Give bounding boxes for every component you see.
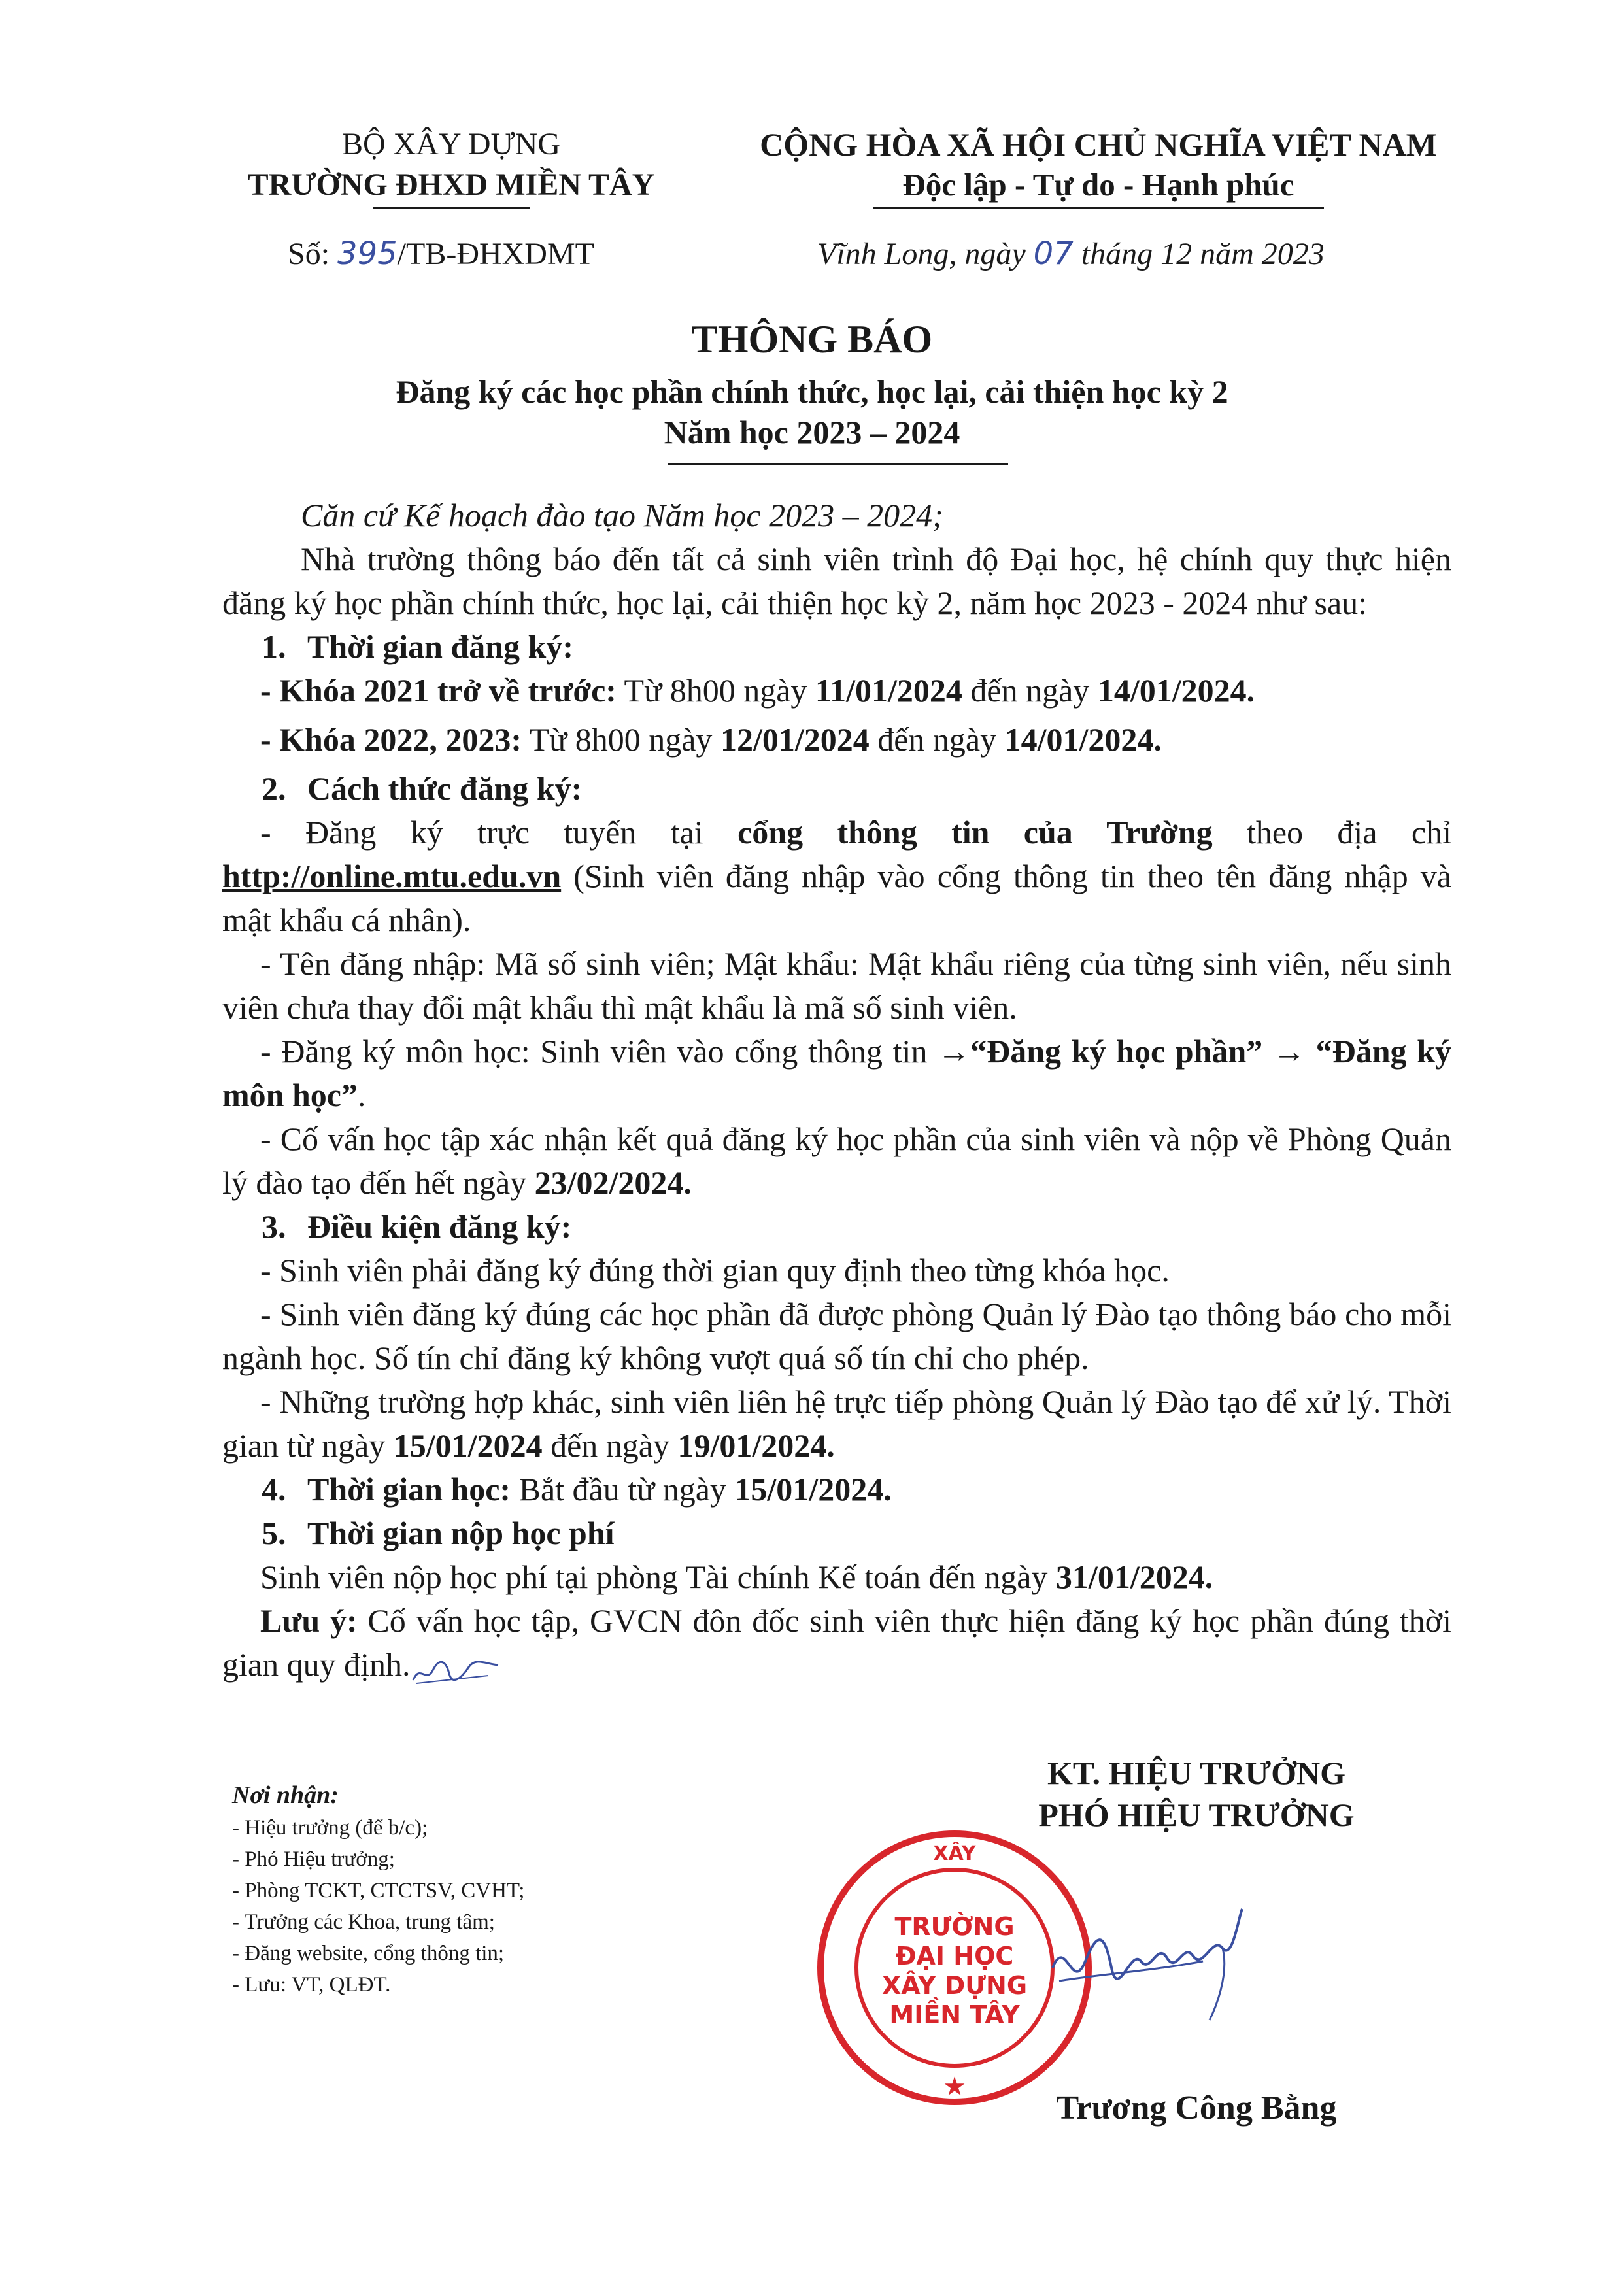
national-motto: Độc lập - Tự do - Hạnh phúc	[902, 167, 1294, 203]
recipient-item: - Phó Hiệu trưởng;	[232, 1847, 395, 1871]
issuer-underline	[373, 207, 530, 209]
date-day-handwritten: 07	[1033, 235, 1074, 272]
school-name: TRƯỜNG ĐHXD MIỀN TÂY	[247, 167, 655, 202]
document-subtitle: Đăng ký các học phần chính thức, học lại, cải thiện học kỳ 2	[396, 373, 1228, 410]
document-date	[817, 235, 1325, 272]
academic-year: Năm học 2023 – 2024	[664, 414, 960, 450]
basis-paragraph: Căn cứ Kế hoạch đào tạo Năm học 2023 – 2024;	[301, 497, 943, 533]
document-title: THÔNG BÁO	[691, 318, 933, 361]
section-3-item-b: - Sinh viên đăng ký đúng các học phần đã được phòng Quản lý Đào tạo thông báo cho mỗi ngành học. Số tín chỉ đăng ký không vượt quá số tín chỉ cho phép.	[222, 1296, 1451, 1376]
section-1-item-b: - Khóa 2022, 2023: Từ 8h00 ngày 12/01/2024 đến ngày 14/01/2024.	[260, 721, 1162, 758]
recipients-heading: Nơi nhận:	[232, 1781, 339, 1809]
section-1-heading: 1. Thời gian đăng ký:	[262, 628, 574, 665]
intro-paragraph: Nhà trường thông báo đến tất cả sinh viên trình độ Đại học, hệ chính quy thực hiện đăng ký học phần chính thức, học lại, cải thiện học kỳ 2, năm học 2023 - 2024 như sau:	[222, 541, 1451, 621]
recipient-item: - Hiệu trưởng (để b/c);	[232, 1816, 428, 1840]
motto-underline	[873, 207, 1324, 209]
section-2-item-c: - Đăng ký môn học: Sinh viên vào cổng thông tin →“Đăng ký học phần” → “Đăng ký môn học”.	[222, 1033, 1451, 1113]
section-2-item-d: - Cố vấn học tập xác nhận kết quả đăng ký học phần của sinh viên và nộp về Phòng Quản lý đào tạo đến hết ngày 23/02/2024.	[222, 1121, 1451, 1201]
date-prefix: Vĩnh Long, ngày	[817, 237, 1034, 271]
svg-text:XÂY DỰNG: XÂY DỰNG	[881, 1971, 1028, 2000]
note-paragraph: Lưu ý: Cố vấn học tập, GVCN đôn đốc sinh viên thực hiện đăng ký học phần đúng thời gian quy định.	[222, 1599, 1451, 1687]
recipient-item: - Phòng TCKT, CTCTSV, CVHT;	[232, 1879, 525, 1902]
date-suffix: tháng 12 năm 2023	[1073, 237, 1325, 271]
country-name: CỘNG HÒA XÃ HỘI CHỦ NGHĨA VIỆT NAM	[760, 126, 1437, 163]
section-2-item-a: - Đăng ký trực tuyến tại cổng thông tin của Trường theo địa chỉ http://online.mtu.edu.vn (Sinh viên đăng nhập vào cổng thông tin theo tên đăng nhập và mật khẩu cá nhân).	[222, 814, 1451, 938]
section-3-item-c: - Những trường hợp khác, sinh viên liên hệ trực tiếp phòng Quản lý Đào tạo để xử lý. Thời gian từ ngày 15/01/2024 đến ngày 19/01/2024.	[222, 1383, 1451, 1464]
svg-text:MIỀN TÂY: MIỀN TÂY	[889, 2000, 1020, 2029]
section-3-item-a: - Sinh viên phải đăng ký đúng thời gian quy định theo từng khóa học.	[260, 1252, 1170, 1289]
document-number	[288, 235, 594, 272]
section-1-item-a: - Khóa 2021 trở về trước: Từ 8h00 ngày 11/01/2024 đến ngày 14/01/2024.	[260, 672, 1255, 709]
section-2-heading: 2. Cách thức đăng ký:	[262, 770, 583, 807]
issuer-block	[196, 124, 706, 209]
section-2-item-b: - Tên đăng nhập: Mã số sinh viên; Mật khẩu: Mật khẩu riêng của từng sinh viên, nếu sinh viên chưa thay đổi mật khẩu thì mật khẩu là mã số sinh viên.	[222, 945, 1451, 1026]
section-3-heading: 3. Điều kiện đăng ký:	[262, 1208, 572, 1245]
signatory-block	[902, 1752, 1491, 1836]
section-5-heading: 5. Thời gian nộp học phí	[262, 1515, 615, 1551]
ministry-name: BỘ XÂY DỰNG	[341, 127, 561, 161]
initial-scribble	[410, 1651, 501, 1687]
document-body	[222, 494, 1451, 1687]
handwritten-signature	[1046, 1896, 1255, 2027]
section-5-text: Sinh viên nộp học phí tại phòng Tài chính Kế toán đến ngày 31/01/2024.	[260, 1559, 1213, 1595]
recipients-list	[232, 1778, 768, 2000]
recipient-item: - Đăng website, cổng thông tin;	[232, 1942, 505, 1965]
recipient-item: - Lưu: VT, QLĐT.	[232, 1973, 391, 1997]
section-4-heading: 4. Thời gian học: Bắt đầu từ ngày 15/01/2024.	[262, 1471, 892, 1508]
signatory-title-2: PHÓ HIỆU TRƯỞNG	[1038, 1796, 1355, 1833]
number-suffix: /TB-ĐHXDMT	[397, 237, 594, 271]
svg-text:TRƯỜNG: TRƯỜNG	[894, 1912, 1015, 1941]
svg-text:★: ★	[943, 2072, 966, 2102]
recipient-item: - Trưởng các Khoa, trung tâm;	[232, 1910, 495, 1934]
signatory-name: Trương Công Bằng	[1056, 2089, 1337, 2127]
signatory-title-1: KT. HIỆU TRƯỞNG	[1047, 1755, 1346, 1791]
title-underline	[668, 463, 1008, 465]
portal-link[interactable]: http://online.mtu.edu.vn	[222, 858, 562, 894]
number-prefix: Số:	[288, 237, 338, 271]
number-handwritten: 395	[337, 235, 398, 272]
national-header	[719, 124, 1478, 209]
svg-text:XÂY: XÂY	[933, 1842, 976, 1865]
svg-text:ĐẠI HỌC: ĐẠI HỌC	[895, 1942, 1014, 1970]
